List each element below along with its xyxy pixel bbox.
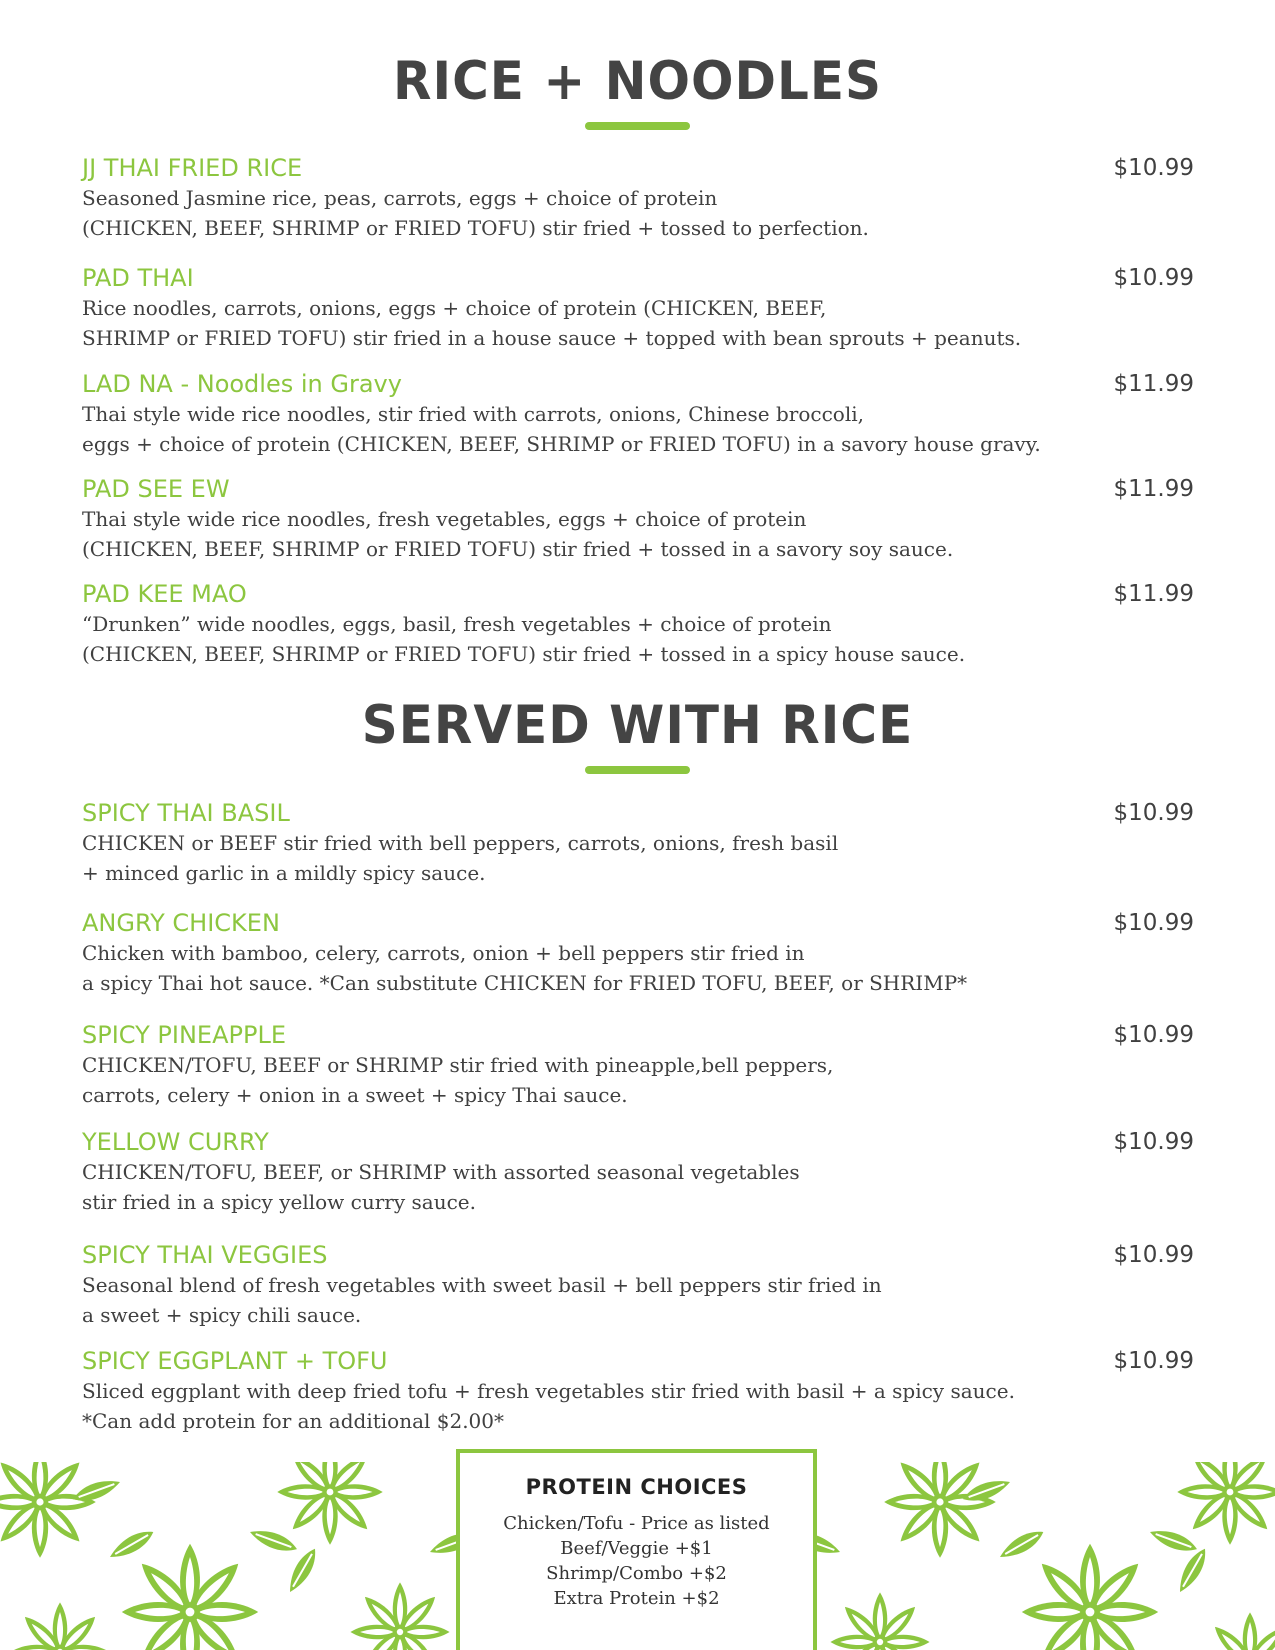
item-price: $11.99 xyxy=(1113,581,1194,607)
menu-item xyxy=(82,1127,1197,1217)
description-line: Rice noodles, carrots, onions, eggs + choice of protein (CHICKEN, BEEF, xyxy=(82,296,827,320)
item-description xyxy=(82,828,1197,888)
item-price: $11.99 xyxy=(1113,371,1194,397)
item-price: $11.99 xyxy=(1113,476,1194,502)
description-line: (CHICKEN, BEEF, SHRIMP or FRIED TOFU) stir fried + tossed in a spicy house sauce. xyxy=(82,642,966,666)
menu-item xyxy=(82,1346,1197,1436)
description-line: CHICKEN/TOFU, BEEF, or SHRIMP with assorted seasonal vegetables xyxy=(82,1160,800,1184)
description-line: Sliced eggplant with deep fried tofu + fresh vegetables stir fried with basil + a spicy sauce. xyxy=(82,1379,1015,1403)
section-title-rice-noodles: RICE + NOODLES xyxy=(392,50,883,112)
item-price: $10.99 xyxy=(1113,800,1194,826)
item-name: PAD SEE EW xyxy=(82,475,230,503)
item-description xyxy=(82,1157,1197,1217)
protein-choices-box xyxy=(456,1449,817,1650)
description-line: (CHICKEN, BEEF, SHRIMP or FRIED TOFU) stir fried + tossed to perfection. xyxy=(82,216,869,240)
description-line: a spicy Thai hot sauce. *Can substitute CHICKEN for FRIED TOFU, BEEF, or SHRIMP* xyxy=(82,971,968,995)
item-name: SPICY EGGPLANT + TOFU xyxy=(82,1347,388,1375)
item-description xyxy=(82,399,1197,459)
item-description xyxy=(82,938,1197,998)
item-name: SPICY THAI VEGGIES xyxy=(82,1241,328,1269)
protein-option: Chicken/Tofu - Price as listed xyxy=(503,1513,770,1534)
menu-item xyxy=(82,798,1197,888)
item-name: SPICY THAI BASIL xyxy=(82,799,290,827)
protein-option: Extra Protein +$2 xyxy=(553,1588,720,1609)
item-name: PAD THAI xyxy=(82,264,194,292)
description-line: Seasonal blend of fresh vegetables with sweet basil + bell peppers stir fried in xyxy=(82,1273,882,1297)
item-description xyxy=(82,1050,1197,1110)
protein-choices-title: PROTEIN CHOICES xyxy=(525,1475,748,1499)
item-name: LAD NA - Noodles in Gravy xyxy=(82,370,402,398)
item-description xyxy=(82,183,1197,243)
description-line: stir fried in a spicy yellow curry sauce. xyxy=(82,1190,476,1214)
description-line: Thai style wide rice noodles, fresh vegetables, eggs + choice of protein xyxy=(82,507,807,531)
description-line: “Drunken” wide noodles, eggs, basil, fresh vegetables + choice of protein xyxy=(82,612,832,636)
description-line: Thai style wide rice noodles, stir fried with carrots, onions, Chinese broccoli, xyxy=(82,402,864,426)
description-line: CHICKEN or BEEF stir fried with bell peppers, carrots, onions, fresh basil xyxy=(82,831,839,855)
description-line: eggs + choice of protein (CHICKEN, BEEF, SHRIMP or FRIED TOFU) in a savory house gravy. xyxy=(82,432,1041,456)
menu-item xyxy=(82,263,1197,353)
item-name: JJ THAI FRIED RICE xyxy=(82,154,303,182)
item-price: $10.99 xyxy=(1113,1348,1194,1374)
menu-item xyxy=(82,1240,1197,1330)
description-line: CHICKEN/TOFU, BEEF or SHRIMP stir fried with pineapple,bell peppers, xyxy=(82,1053,834,1077)
item-price: $10.99 xyxy=(1113,910,1194,936)
item-name: PAD KEE MAO xyxy=(82,580,247,608)
item-name: YELLOW CURRY xyxy=(82,1128,269,1156)
item-price: $10.99 xyxy=(1113,155,1194,181)
protein-option: Shrimp/Combo +$2 xyxy=(546,1563,727,1584)
description-line: Chicken with bamboo, celery, carrots, onion + bell peppers stir fried in xyxy=(82,941,805,965)
menu-item xyxy=(82,1020,1197,1110)
description-line: + minced garlic in a mildly spicy sauce. xyxy=(82,861,486,885)
description-line: carrots, celery + onion in a sweet + spicy Thai sauce. xyxy=(82,1083,628,1107)
item-description xyxy=(82,1270,1197,1330)
item-description xyxy=(82,609,1197,669)
title-underline xyxy=(585,122,690,130)
item-price: $10.99 xyxy=(1113,1129,1194,1155)
item-name: SPICY PINEAPPLE xyxy=(82,1021,286,1049)
menu-item xyxy=(82,153,1197,243)
section-title-served-with-rice: SERVED WITH RICE xyxy=(361,694,914,756)
description-line: Seasoned Jasmine rice, peas, carrots, eggs + choice of protein xyxy=(82,186,718,210)
protein-choices-list xyxy=(460,1511,813,1611)
item-description xyxy=(82,504,1197,564)
description-line: a sweet + spicy chili sauce. xyxy=(82,1303,362,1327)
description-line: SHRIMP or FRIED TOFU) stir fried in a house sauce + topped with bean sprouts + peanuts. xyxy=(82,326,1022,350)
item-price: $10.99 xyxy=(1113,1022,1194,1048)
menu-item xyxy=(82,474,1197,564)
item-name: ANGRY CHICKEN xyxy=(82,909,280,937)
item-price: $10.99 xyxy=(1113,1242,1194,1268)
description-line: (CHICKEN, BEEF, SHRIMP or FRIED TOFU) stir fried + tossed in a savory soy sauce. xyxy=(82,537,954,561)
description-line: *Can add protein for an additional $2.00* xyxy=(82,1409,505,1433)
title-underline xyxy=(585,766,690,774)
menu-item xyxy=(82,579,1197,669)
item-description xyxy=(82,1376,1197,1436)
item-price: $10.99 xyxy=(1113,265,1194,291)
item-description xyxy=(82,293,1197,353)
menu-item xyxy=(82,908,1197,998)
menu-item xyxy=(82,369,1197,459)
protein-option: Beef/Veggie +$1 xyxy=(560,1538,713,1559)
